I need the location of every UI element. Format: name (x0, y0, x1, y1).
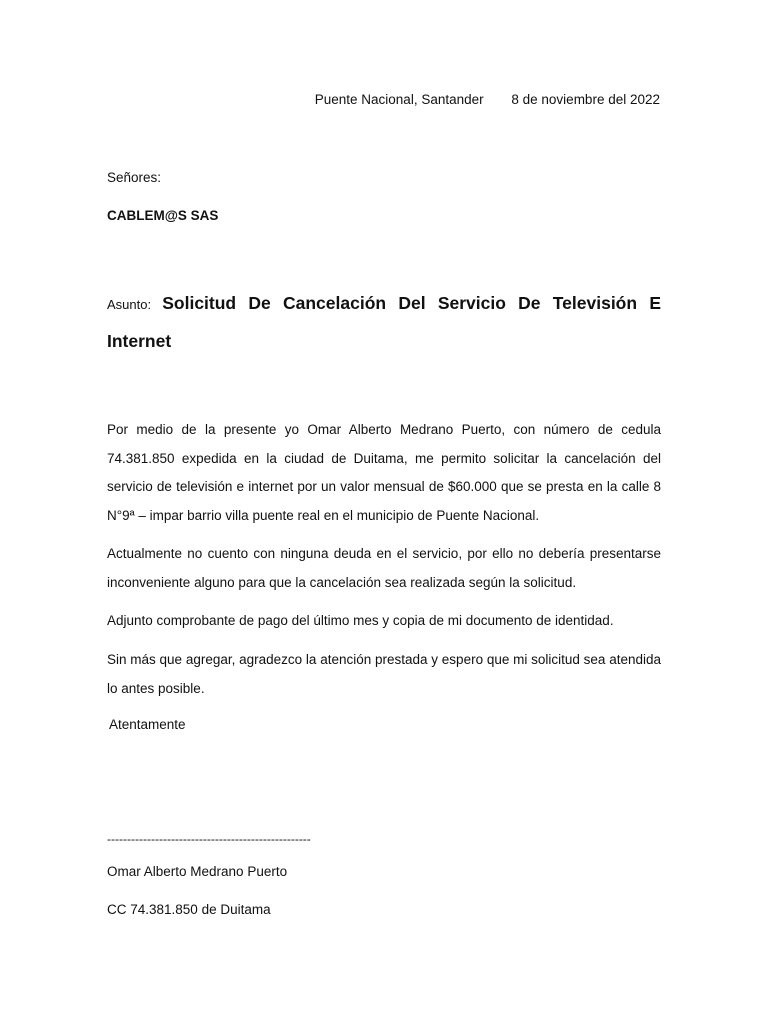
body-paragraph-3: Adjunto comprobante de pago del último mes y copia de mi documento de identidad. (107, 613, 614, 628)
signature-line: --------------------------------------------------- (107, 832, 311, 846)
salutation: Señores: (107, 170, 162, 185)
subject-text: Solicitud De Cancelación Del Servicio De Televisión E Internet (107, 293, 661, 351)
dateline (315, 92, 660, 107)
letter-place: Puente Nacional, Santander (314, 92, 484, 107)
subject-label: Asunto: (107, 297, 152, 312)
body-paragraph-2: Actualmente no cuento con ninguna deuda en el servicio, por ello no debería presentarse inconveniente alguno para que la cancelación sea realizada según la solicitud. (107, 546, 661, 590)
body-paragraph-1: Por medio de la presente yo Omar Alberto Medrano Puerto, con número de cedula 74.381.850 expedida en la ciudad de Duitama, me permito solicitar la cancelación del servicio de televisión e internet por un valor mensual de $60.000 que se presta en la calle 8 N°9ª – impar barrio villa puente real en el municipio de Puente Nacional. (107, 422, 661, 523)
closing: Atentamente (109, 717, 186, 732)
signer-name: Omar Alberto Medrano Puerto (107, 864, 288, 879)
signer-id: CC 74.381.850 de Duitama (107, 902, 271, 917)
recipient-name: CABLEM@S SAS (107, 208, 219, 223)
body-paragraph-4: Sin más que agregar, agradezco la atención prestada y espero que mi solicitud sea atendida lo antes posible. (107, 652, 661, 696)
subject-line (107, 285, 661, 361)
letter-date: 8 de noviembre del 2022 (511, 92, 660, 107)
